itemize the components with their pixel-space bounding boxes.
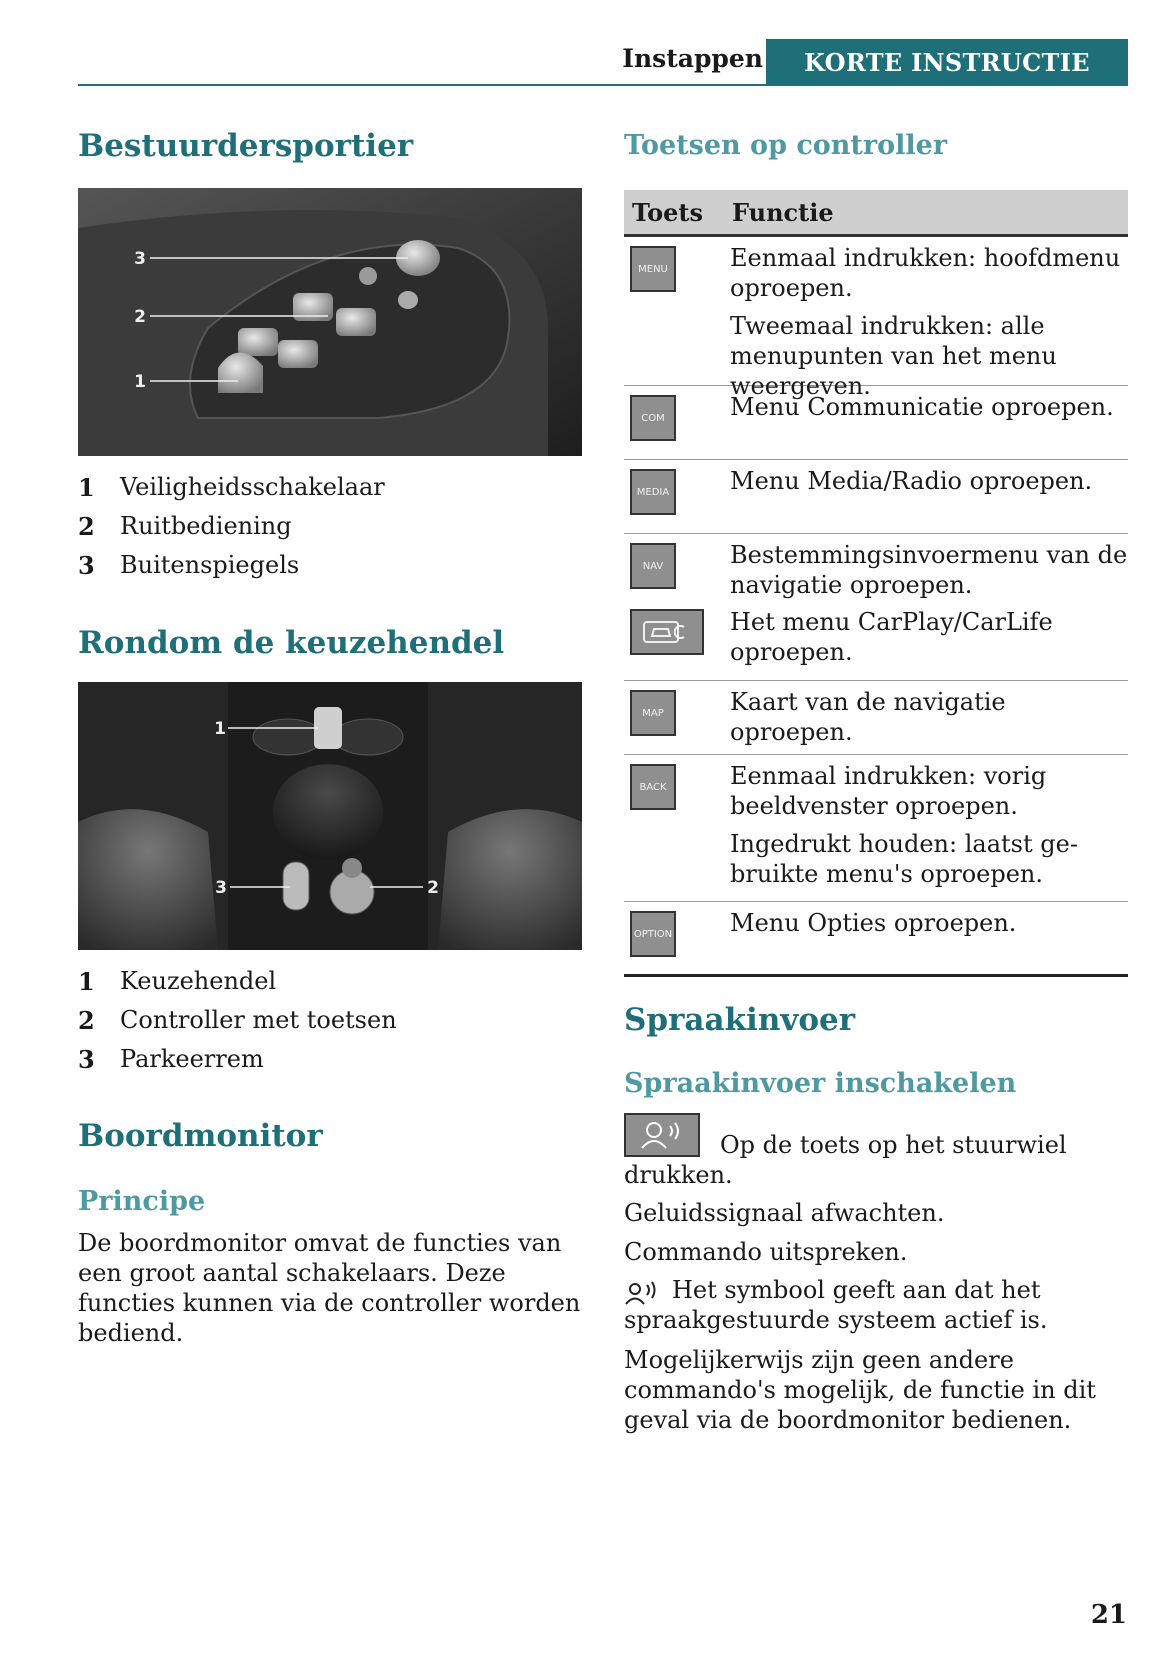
map-key-icon: MAP bbox=[630, 690, 676, 736]
table-row: MAP Kaart van de navigatie oproepen. bbox=[624, 681, 1128, 755]
header-function: Functie bbox=[732, 197, 834, 227]
list-item: 1 Keuzehendel bbox=[78, 967, 277, 996]
section-title: Instappen bbox=[622, 44, 763, 73]
heading-voice-activate: Spraakinvoer inschakelen bbox=[624, 1068, 1017, 1099]
table-bottom-rule bbox=[624, 974, 1128, 977]
table-row: NAV Bestemmingsinvoermenu van de navigatie oproepen. bbox=[624, 534, 1128, 607]
lever-callout-1: 1 bbox=[214, 719, 226, 739]
door-callout-1: 1 bbox=[134, 372, 146, 392]
door-callout-3: 3 bbox=[134, 249, 146, 269]
lever-callout-2: 2 bbox=[427, 878, 439, 898]
table-row: BACK Eenmaal indrukken: vorig beeldvenster oproepen. Ingedrukt houden: laatst gebruikte menu's oproepen. bbox=[624, 755, 1128, 902]
back-key-icon: BACK bbox=[630, 764, 676, 810]
table-row: MENU Eenmaal indrukken: hoofdmenu oproepen. Tweemaal indrukken: alle menupunten van het menu weergeven. bbox=[624, 237, 1128, 386]
list-item: 2 Ruitbediening bbox=[78, 512, 292, 541]
heading-gear-lever: Rondom de keuzehendel bbox=[78, 625, 505, 661]
table-row: COM Menu Communicatie oproepen. bbox=[624, 386, 1128, 460]
option-key-icon: OPTION bbox=[630, 911, 676, 957]
controller-keys-table bbox=[624, 190, 1128, 977]
header-key: Toets bbox=[632, 197, 703, 227]
voice-step-2: Geluidssignaal afwachten. bbox=[624, 1199, 945, 1227]
heading-onboard-monitor: Boordmonitor bbox=[78, 1118, 323, 1154]
chapter-tab bbox=[766, 39, 1128, 86]
heading-controller-keys: Toetsen op controller bbox=[624, 130, 948, 161]
voice-note-text: Mogelijkerwijs zijn geen andere commando's mogelijk, de functie in dit geval via de boordmonitor bedienen. bbox=[624, 1346, 1096, 1434]
heading-driver-door: Bestuurdersportier bbox=[78, 128, 414, 164]
lever-legend bbox=[78, 962, 397, 1079]
voice-step-1: Op de toets op het stuurwiel drukken. bbox=[624, 1131, 1067, 1189]
door-legend bbox=[78, 468, 385, 585]
principle-text: De boordmonitor omvat de functies van een groot aantal schakelaars. Deze functies kunnen via de controller worden bediend. bbox=[78, 1229, 581, 1347]
heading-voice-input: Spraakinvoer bbox=[624, 1002, 856, 1038]
table-row: Het menu CarPlay/CarLife oproepen. bbox=[624, 607, 1128, 681]
door-panel-photo bbox=[78, 188, 582, 456]
carplay-key-icon bbox=[630, 609, 704, 655]
voice-symbol-text: Het symbool geeft aan dat het spraakgestuurde systeem actief is. bbox=[624, 1276, 1048, 1334]
lever-callout-3: 3 bbox=[215, 878, 227, 898]
list-item: 3 Parkeerrem bbox=[78, 1045, 264, 1074]
table-row: MEDIA Menu Media/Radio oproepen. bbox=[624, 460, 1128, 534]
chapter-title: KORTE INSTRUCTIE bbox=[804, 48, 1090, 77]
heading-principle: Principe bbox=[78, 1186, 206, 1217]
table-row: OPTION Menu Opties oproepen. bbox=[624, 902, 1128, 974]
gear-lever-photo bbox=[78, 682, 582, 950]
table-header bbox=[624, 190, 1128, 237]
list-item: 3 Buitenspiegels bbox=[78, 551, 300, 580]
voice-step-3: Commando uitspreken. bbox=[624, 1238, 908, 1266]
nav-key-icon: NAV bbox=[630, 543, 676, 589]
menu-key-icon: MENU bbox=[630, 246, 676, 292]
list-item: 1 Veiligheidsschakelaar bbox=[78, 473, 385, 502]
door-callout-2: 2 bbox=[134, 307, 146, 327]
page-number: 21 bbox=[1090, 1600, 1127, 1630]
media-key-icon: MEDIA bbox=[630, 469, 676, 515]
list-item: 2 Controller met toetsen bbox=[78, 1006, 397, 1035]
com-key-icon: COM bbox=[630, 395, 676, 441]
